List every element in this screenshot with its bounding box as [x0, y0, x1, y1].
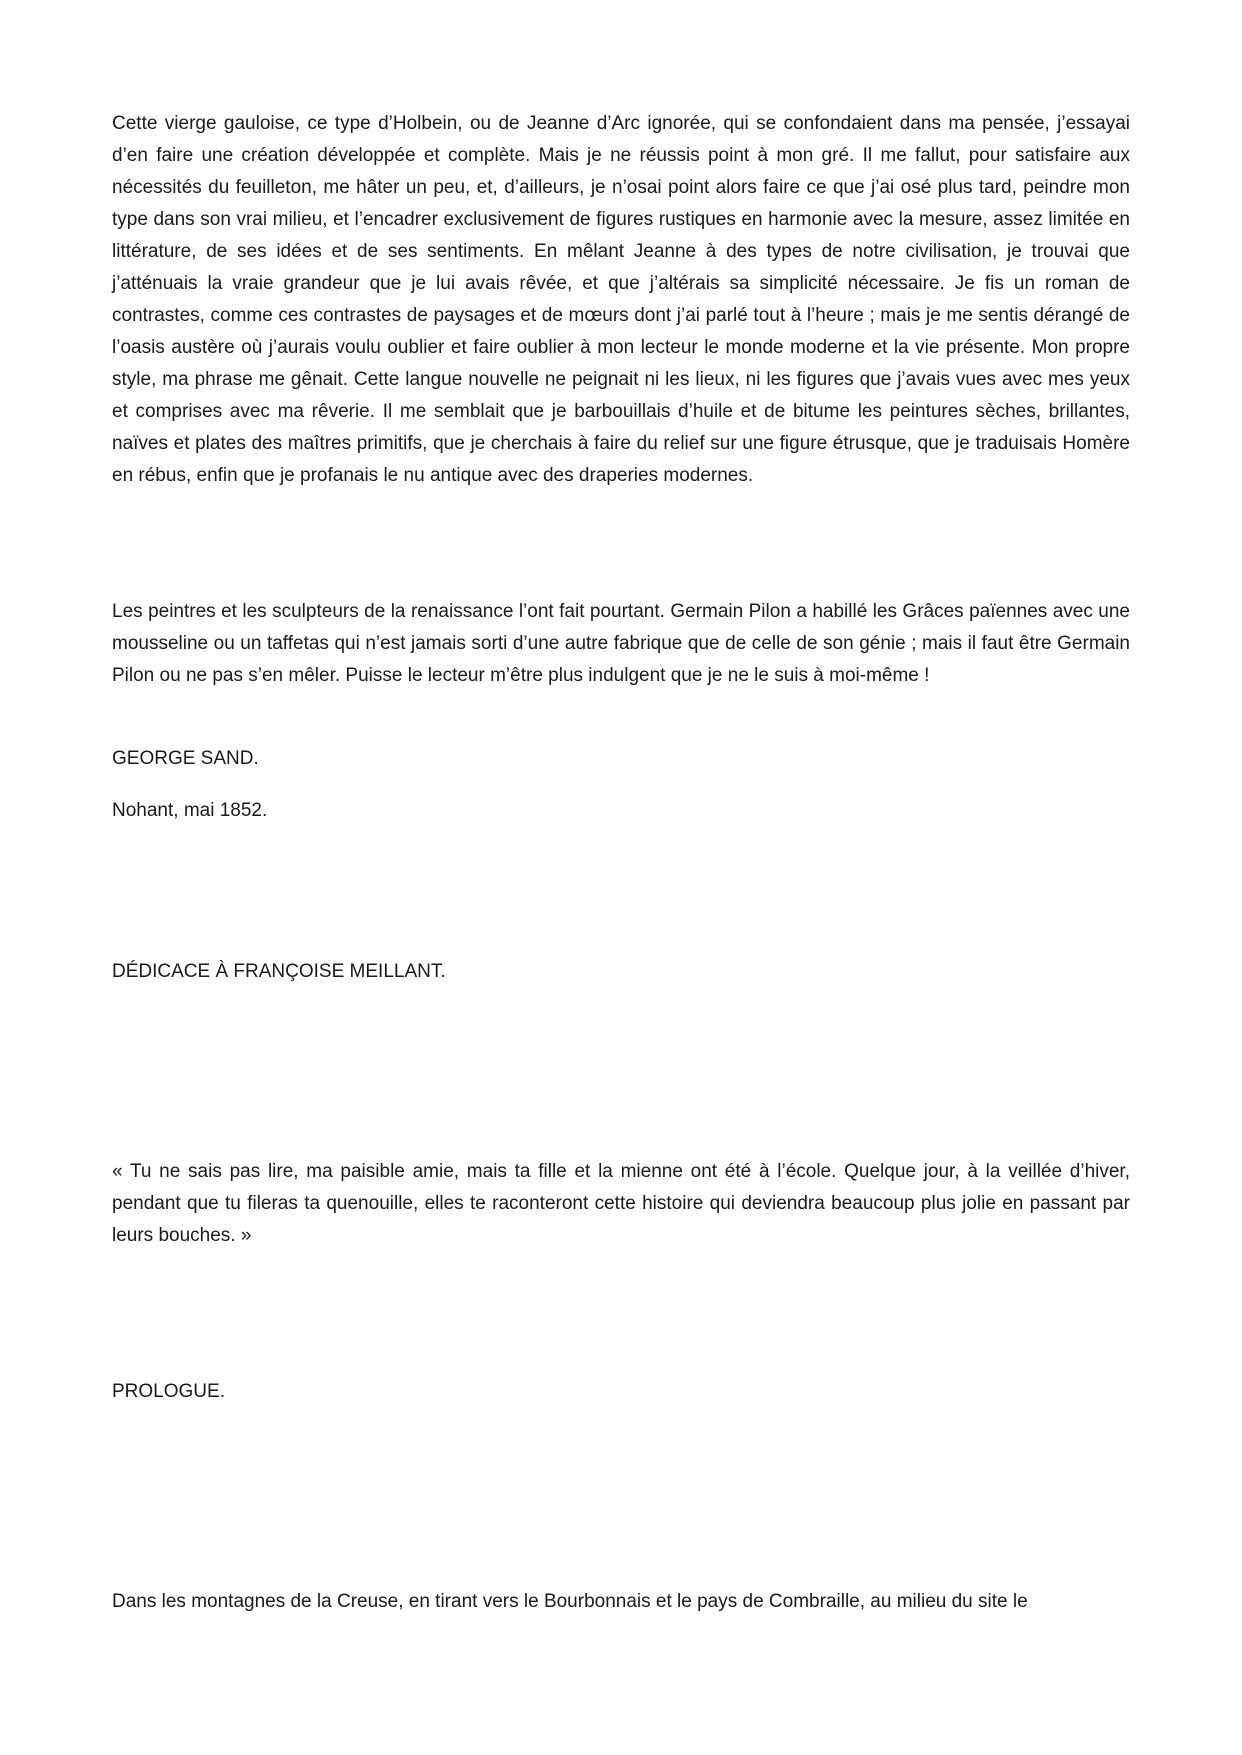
- author-signature: GEORGE SAND.: [112, 748, 259, 769]
- prologue-first-line: Dans les montagnes de la Creuse, en tirant vers le Bourbonnais et le pays de Combraille, au milieu du site le: [112, 1591, 1028, 1612]
- prologue-heading: PROLOGUE.: [112, 1381, 225, 1402]
- dedication-heading: DÉDICACE À FRANÇOISE MEILLANT.: [112, 961, 446, 982]
- dedication-text: « Tu ne sais pas lire, ma paisible amie, mais ta fille et la mienne ont été à l’école. Quelque jour, à la veillée d’hiver, pendant que tu fileras ta quenouille, elles te raconteront cette histoire qui deviendra beaucoup plus jolie en passant par leurs bouches. »: [112, 1161, 1130, 1246]
- place-and-date: Nohant, mai 1852.: [112, 800, 268, 821]
- preface-paragraph-2: Les peintres et les sculpteurs de la renaissance l’ont fait pourtant. Germain Pilon a habillé les Grâces païennes avec une mousseline ou un taffetas qui n’est jamais sorti d’une autre fabrique que de celle de son génie ; mais il faut être Germain Pilon ou ne pas s’en mêler. Puisse le lecteur m’être plus indulgent que je ne le suis à moi-même !: [112, 601, 1130, 686]
- preface-paragraph-1: Cette vierge gauloise, ce type d’Holbein, ou de Jeanne d’Arc ignorée, qui se confondaient dans ma pensée, j’essayai d’en faire une création développée et complète. Mais je ne réussis point à mon gré. Il me fallut, pour satisfaire aux nécessités du feuilleton, me hâter un peu, et, d’ailleurs, je n’osai point alors faire ce que j’ai osé plus tard, peindre mon type dans son vrai milieu, et l’encadrer exclusivement de figures rustiques en harmonie avec la mesure, assez limitée en littérature, de ses idées et de ses sentiments. En mêlant Jeanne à des types de notre civilisation, je trouvai que j’atténuais la vraie grandeur que je lui avais rêvée, et que j’altérais sa simplicité nécessaire. Je fis un roman de contrastes, comme ces contrastes de paysages et de mœurs dont j’ai parlé tout à l’heure ; mais je me sentis dérangé de l’oasis austère où j’aurais voulu oublier et faire oublier à mon lecteur le monde moderne et la vie présente. Mon propre style, ma phrase me gênait. Cette langue nouvelle ne peignait ni les lieux, ni les figures que j’avais vues avec mes yeux et comprises avec ma rêverie. Il me semblait que je barbouillais d’huile et de bitume les peintures sèches, brillantes, naïves et plates des maîtres primitifs, que je cherchais à faire du relief sur une figure étrusque, que je traduisais Homère en rébus, enfin que je profanais le nu antique avec des draperies modernes.: [112, 113, 1130, 486]
